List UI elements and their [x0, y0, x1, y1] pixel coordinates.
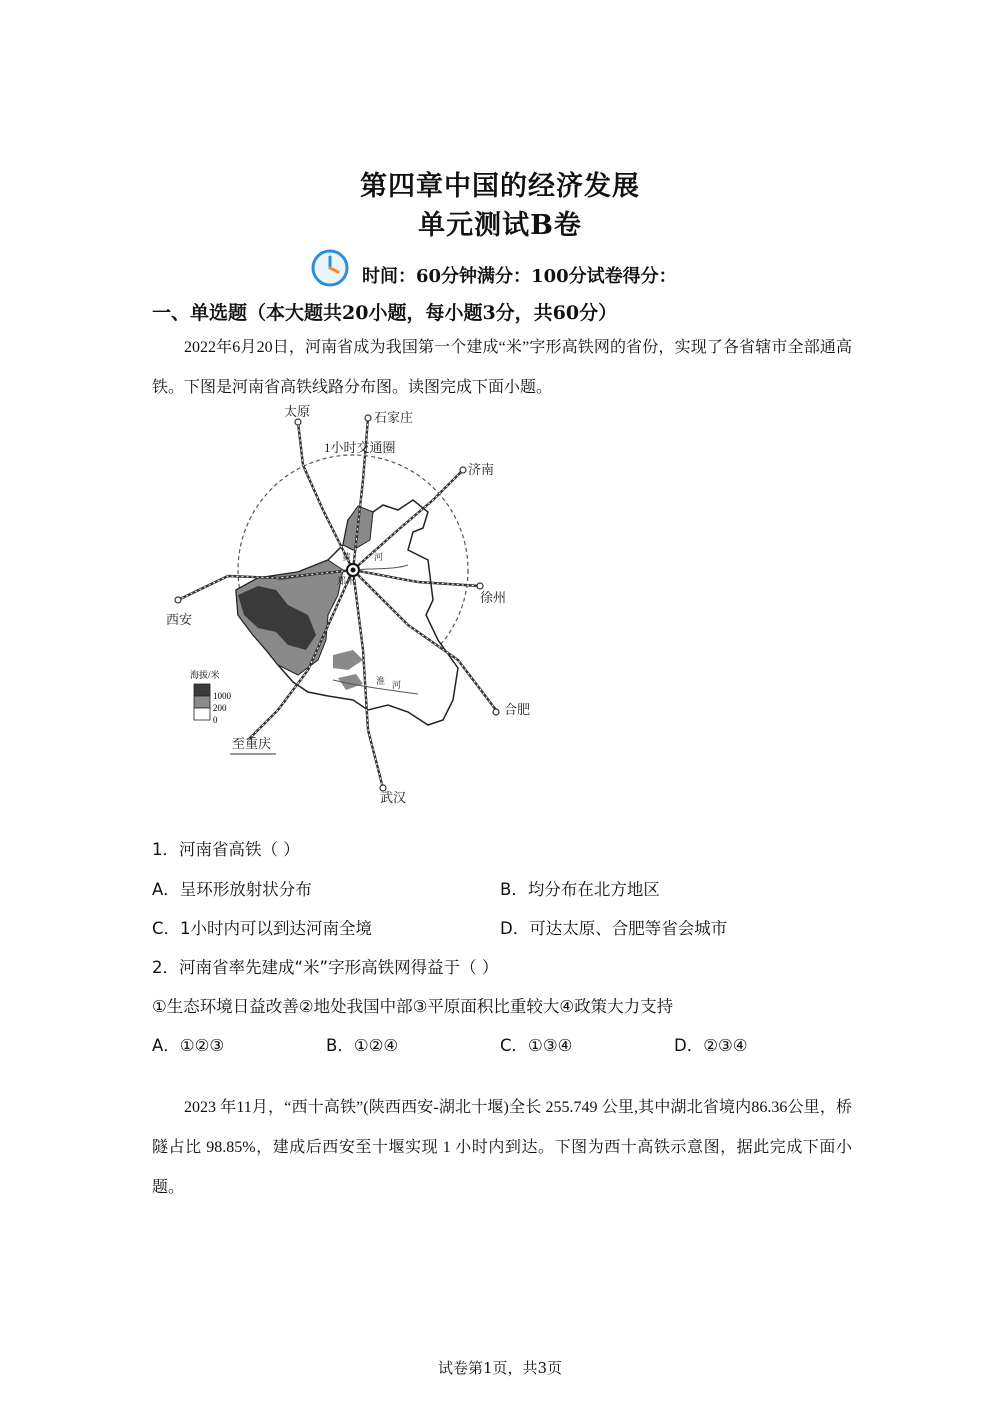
- clock-icon: [310, 248, 350, 288]
- railway-lines: [178, 418, 496, 788]
- legend-low: [194, 708, 210, 720]
- label-circle: 1小时交通圈: [324, 440, 396, 455]
- legend-1000: 1000: [213, 691, 231, 701]
- label-shijiazhuang: 石家庄: [374, 410, 414, 425]
- question-1-stem: 1．河南省高铁（ ）: [152, 840, 300, 859]
- passage-1: 2022年6月20日，河南省成为我国第一个建成“米”字形高铁网的省份，实现了各省辖市全部通高铁。下图是河南省高铁线路分布图。读图完成下面小题。: [152, 339, 852, 396]
- page-footer: 试卷第1页，共3页: [437, 1359, 563, 1377]
- page-title: 第四章中国的经济发展: [360, 171, 640, 202]
- city-dot-hefei: [493, 709, 499, 715]
- label-chongqing: 至重庆: [232, 736, 272, 751]
- label-zhengzhou: 郑州: [337, 576, 356, 586]
- label-huaihe-2: 河: [392, 680, 402, 690]
- question-1-option-d[interactable]: D．可达太原、合肥等省会城市: [500, 919, 728, 938]
- label-huanghe-1: 黄: [342, 552, 352, 562]
- question-2-option-d[interactable]: D．②③④: [674, 1036, 748, 1055]
- question-1-option-a[interactable]: A．呈环形放射状分布: [152, 880, 312, 899]
- question-1-option-c[interactable]: C．1小时内可以到达河南全境: [152, 919, 373, 938]
- label-huanghe-2: 河: [374, 552, 384, 562]
- city-dot-jinan: [460, 467, 466, 473]
- question-2-option-b[interactable]: B．①②④: [326, 1036, 399, 1055]
- label-huaihe-1: 淮: [376, 676, 386, 686]
- legend-title: 海拔/米: [190, 670, 220, 680]
- henan-railway-map: [158, 400, 538, 810]
- label-xian: 西安: [166, 612, 193, 627]
- label-xuzhou: 徐州: [480, 590, 507, 605]
- page-subtitle: 单元测试B卷: [418, 210, 582, 241]
- label-taiyuan: 太原: [284, 404, 311, 419]
- exam-time-score: 时间：60分钟满分：100分试卷得分：: [362, 266, 677, 287]
- section-heading: 一、单选题（本大题共20小题，每小题3分，共60分）: [152, 302, 618, 324]
- question-1-option-b[interactable]: B．均分布在北方地区: [500, 880, 660, 899]
- question-2-statements: ①生态环境日益改善②地处我国中部③平原面积比重较大④政策大力支持: [152, 997, 674, 1016]
- label-wuhan: 武汉: [380, 790, 407, 805]
- legend-mid: [194, 696, 210, 708]
- label-jinan: 济南: [468, 462, 495, 477]
- question-2-option-c[interactable]: C．①③④: [500, 1036, 573, 1055]
- label-hefei: 合肥: [504, 702, 531, 717]
- legend-0: 0: [213, 715, 218, 725]
- exam-info: [310, 248, 677, 288]
- city-dot-taiyuan: [295, 419, 301, 425]
- city-dot-xian: [175, 597, 181, 603]
- city-dot-xuzhou: [477, 583, 483, 589]
- question-2-option-a[interactable]: A．①②③: [152, 1036, 225, 1055]
- legend-high: [194, 684, 210, 696]
- zhengzhou-center: [351, 568, 356, 573]
- city-dot-shijiazhuang: [365, 415, 371, 421]
- question-2-stem: 2．河南省率先建成“米”字形高铁网得益于（ ）: [152, 958, 499, 977]
- legend-200: 200: [213, 703, 227, 713]
- elevation-legend: [190, 669, 232, 725]
- passage-2: 2023 年11月，“西十高铁”(陕西西安-湖北十堰)全长 255.749 公里,其中湖北省境内86.36公里，桥隧占比 98.85%，建成后西安至十堰实现 1 小时内到达。下图为西十高铁示意图，据此完成下面小题。: [152, 1099, 852, 1196]
